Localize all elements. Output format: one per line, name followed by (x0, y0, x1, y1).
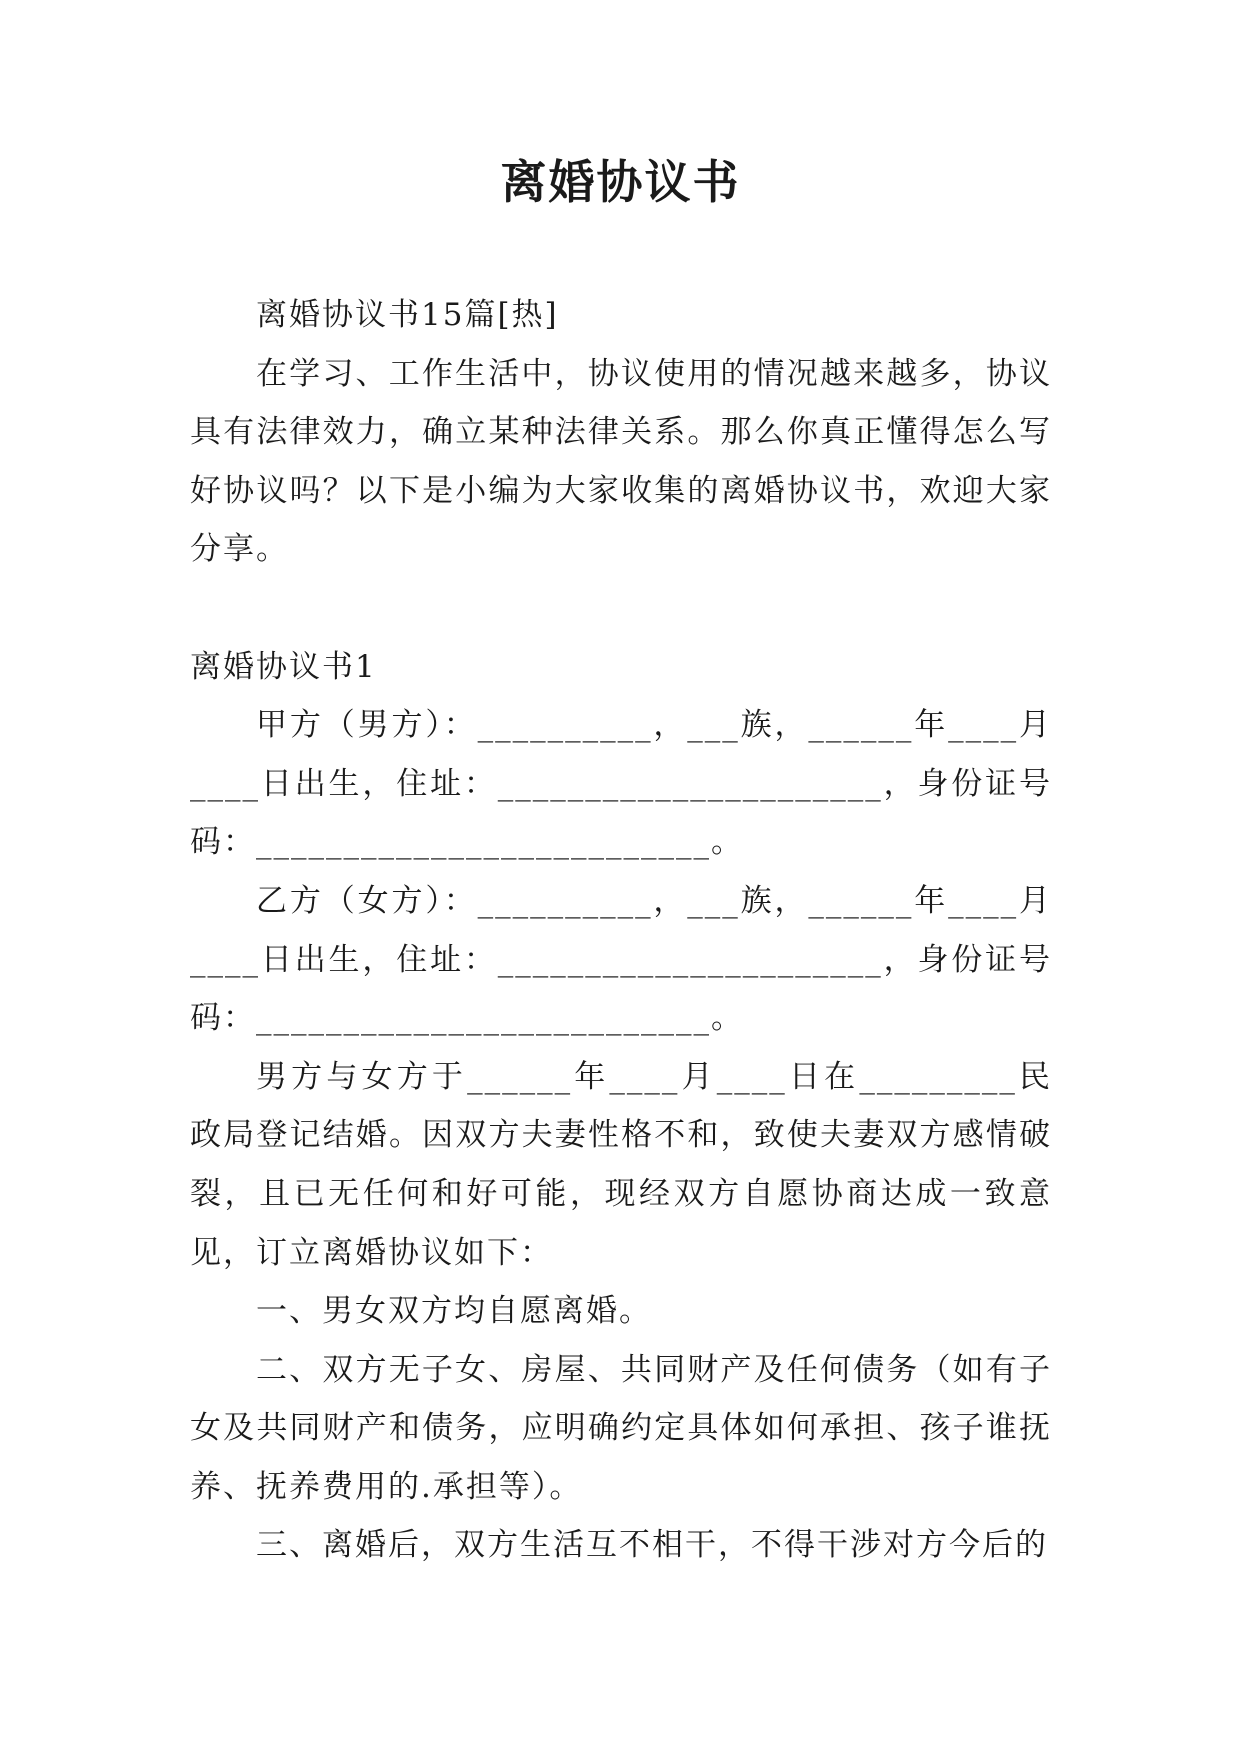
clause-1: 一、男女双方均自愿离婚。 (256, 1293, 652, 1330)
document-title: 离婚协议书 (500, 155, 741, 209)
paragraph-intro: 在学习、工作生活中，协议使用的情况越来越多，协议具有法律效力，确立某种法律关系。那么你真正懂得怎么写好协议吗？以下是小编为大家收集的离婚协议书，欢迎大家分享。 (190, 355, 1052, 568)
paragraph-spacer (190, 579, 1052, 638)
clause-2: 二、双方无子女、房屋、共同财产及任何债务（如有子女及共同财产和债务，应明确约定具体如何承担、孩子谁抚养、抚养费用的.承担等）。 (190, 1351, 1052, 1505)
section-heading: 离婚协议书1 (190, 648, 377, 685)
paragraph-marriage: 男方与女方于______年____月____日在_________民政局登记结婚。因双方夫妻性格不和，致使夫妻双方感情破裂，且已无任何和好可能，现经双方自愿协商达成一致意见，订立离婚协议如下： (190, 1058, 1052, 1271)
paragraph-party-b: 乙方（女方）：__________，___族，______年____月____日出生，住址：______________________，身份证号码：__________________________。 (190, 882, 1052, 1037)
document-body (190, 286, 1052, 1575)
clause-3: 三、离婚后，双方生活互不相干，不得干涉对方今后的 (256, 1527, 1048, 1564)
paragraph-subtitle: 离婚协议书15篇[热] (256, 297, 559, 333)
paragraph-party-a: 甲方（男方）：__________，___族，______年____月____日出生，住址：______________________，身份证号码：__________________________。 (190, 707, 1052, 861)
